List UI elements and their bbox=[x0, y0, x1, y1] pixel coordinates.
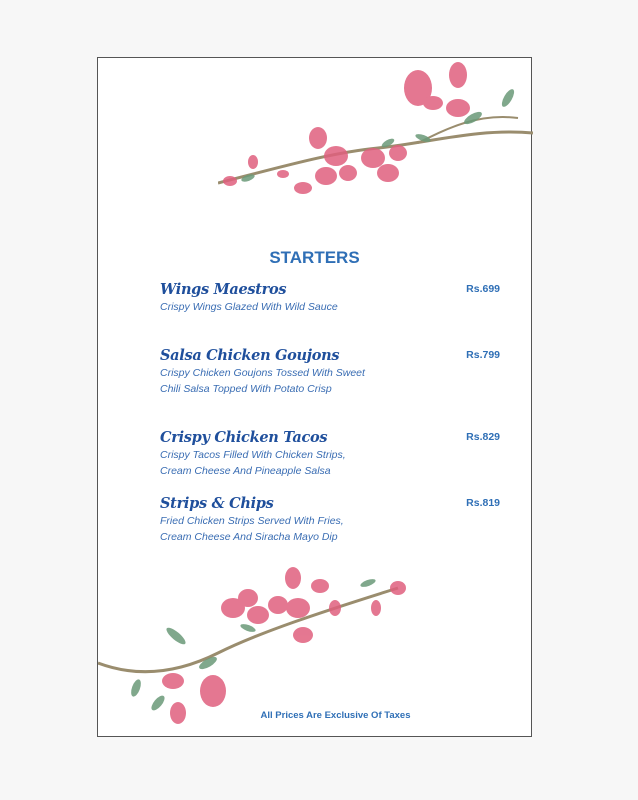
item-price: Rs.799 bbox=[466, 349, 500, 361]
item-price: Rs.829 bbox=[466, 431, 500, 443]
item-price: Rs.699 bbox=[466, 283, 500, 295]
menu-item bbox=[160, 281, 500, 316]
item-name: Salsa Chicken Goujons bbox=[160, 347, 340, 364]
bottom-floral-decoration bbox=[98, 563, 408, 733]
item-description: Crispy Chicken Goujons Tossed With Sweet Chili Salsa Topped With Potato Crisp bbox=[160, 367, 365, 395]
menu-item bbox=[160, 495, 500, 545]
menu-item bbox=[160, 429, 500, 479]
top-floral-decoration bbox=[218, 58, 533, 198]
item-name: Strips & Chips bbox=[160, 495, 274, 512]
item-description: Crispy Tacos Filled With Chicken Strips, Cream Cheese And Pineapple Salsa bbox=[160, 449, 346, 477]
item-description: Fried Chicken Strips Served With Fries, Cream Cheese And Siracha Mayo Dip bbox=[160, 515, 344, 543]
item-name: Crispy Chicken Tacos bbox=[160, 429, 328, 446]
section-title: STARTERS bbox=[269, 248, 360, 267]
menu-item bbox=[160, 347, 500, 397]
item-price: Rs.819 bbox=[466, 497, 500, 509]
menu-page bbox=[97, 57, 532, 737]
footer-note: All Prices Are Exclusive Of Taxes bbox=[260, 710, 411, 721]
item-description: Crispy Wings Glazed With Wild Sauce bbox=[160, 301, 338, 313]
item-name: Wings Maestros bbox=[160, 281, 287, 298]
